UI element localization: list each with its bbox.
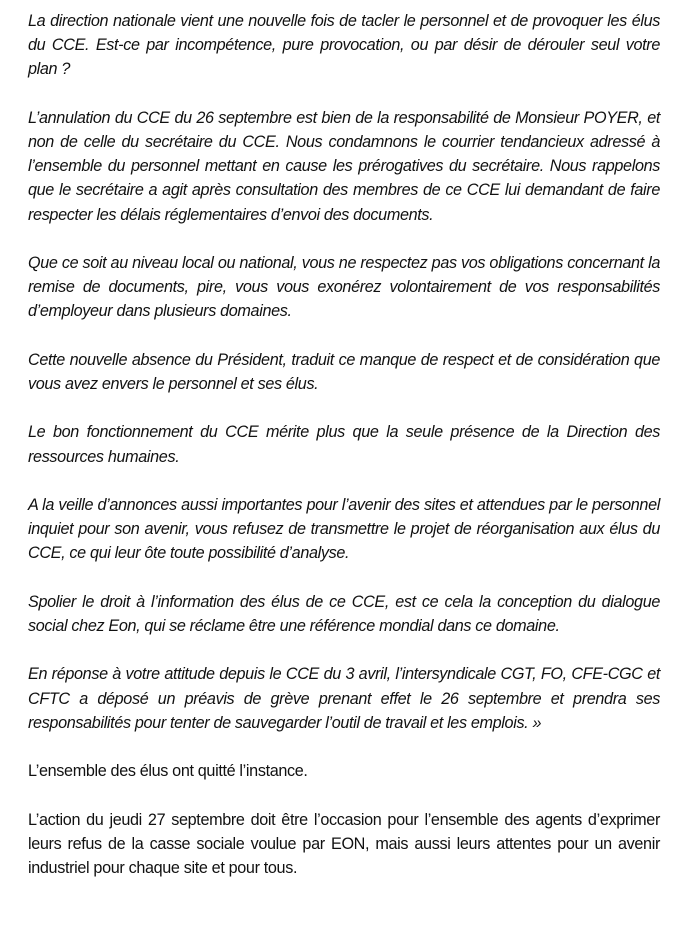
paragraph-preavis-greve: En réponse à votre attitude depuis le CCE du 3 avril, l’intersyndicale CGT, FO, CFE-CGC et CFTC a déposé un préavis de grève prenant effet le 26 septembre et prendra ses responsabilités pour tenter de sauvegarder l’outil de travail et les emplois. » bbox=[28, 665, 660, 732]
paragraph-obligations: Que ce soit au niveau local ou national, vous ne respectez pas vos obligations concernant la remise de documents, pire, vous vous exonérez volontairement de vos responsabilités d’employeur dans plusieurs domaines. bbox=[28, 254, 660, 321]
paragraph-annulation-cce: L’annulation du CCE du 26 septembre est bien de la responsabilité de Monsieur POYER, et non de celle du secrétaire du CCE. Nous condamnons le courrier tendancieux adressé à l’ensemble du personnel mettant en cause les prérogatives du secrétaire. Nous rappelons que le secrétaire a agit après consultation des membres de ce CCE lui demandant de faire respecter les délais réglementaires d’envoi des documents. bbox=[28, 108, 660, 224]
document-page bbox=[28, 9, 660, 904]
paragraph-fonctionnement-cce: Le bon fonctionnement du CCE mérite plus que la seule présence de la Direction des ressources humaines. bbox=[28, 423, 660, 466]
paragraph-direction-nationale: La direction nationale vient une nouvelle fois de tacler le personnel et de provoquer les élus du CCE. Est-ce par incompétence, pure provocation, ou par désir de dérouler seul votre plan ? bbox=[28, 12, 660, 79]
paragraph-veille-annonces: A la veille d’annonces aussi importantes pour l’avenir des sites et attendues par le personnel inquiet pour son avenir, vous refusez de transmettre le projet de réorganisation aux élus du CCE, ce qui leur ôte toute possibilité d’analyse. bbox=[28, 495, 660, 563]
paragraph-droit-information: Spolier le droit à l’information des élus de ce CCE, est ce cela la conception du dialogue social chez Eon, qui se réclame être une référence mondial dans ce domaine. bbox=[28, 592, 660, 635]
paragraph-elus-quitte: L’ensemble des élus ont quitté l’instance. bbox=[28, 762, 308, 781]
paragraph-action-27-septembre: L’action du jeudi 27 septembre doit être l’occasion pour l’ensemble des agents d’exprimer leurs refus de la casse sociale voulue par EON, mais aussi leurs attentes pour un avenir industriel pour chaque site et pour tous. bbox=[28, 810, 660, 877]
paragraph-absence-president: Cette nouvelle absence du Président, traduit ce manque de respect et de considération que vous avez envers le personnel et ses élus. bbox=[28, 350, 660, 393]
